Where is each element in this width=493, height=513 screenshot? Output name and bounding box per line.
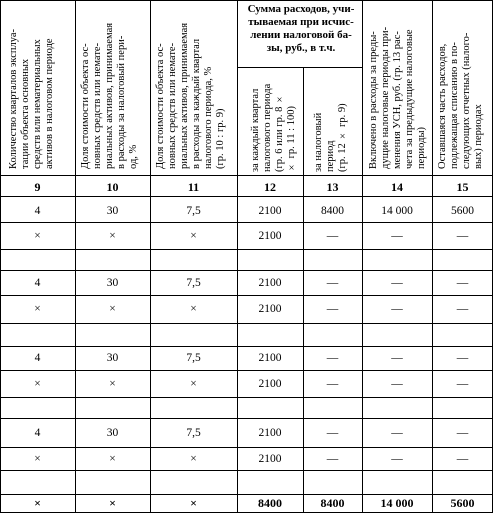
table-cell xyxy=(150,400,237,416)
table-cell: 30 xyxy=(106,205,119,217)
col-number-10: 10 xyxy=(106,180,119,194)
table-cell: — xyxy=(391,352,403,364)
header-col-13: за налоговый период (гр. 12 × гр. 9) xyxy=(313,103,348,172)
table-cell: 4 xyxy=(34,205,41,217)
table-cell: × xyxy=(34,496,41,510)
table-cell xyxy=(432,327,493,343)
table-cell: × xyxy=(109,303,116,315)
table-cell: — xyxy=(391,378,403,390)
table-cell: 2100 xyxy=(258,378,282,390)
table-cell: — xyxy=(326,230,339,242)
table-cell: 4 xyxy=(34,352,41,364)
table-cell: × xyxy=(34,378,41,390)
table-cell: — xyxy=(326,453,339,465)
row-divider xyxy=(0,270,493,271)
table-cell: — xyxy=(391,277,403,289)
table-cell: 14 000 xyxy=(381,205,413,217)
header-group-12-13: Сумма расходов, учи- тываемая при исчис- лении налоговой ба- зы, руб., в т.ч. xyxy=(247,3,355,54)
table-cell: 7,5 xyxy=(186,427,201,439)
table-cell: × xyxy=(34,303,41,315)
table-cell xyxy=(0,252,75,268)
table-cell: 2100 xyxy=(258,205,282,217)
table-cell: 2100 xyxy=(258,230,282,242)
table-cell xyxy=(237,327,303,343)
table-cell xyxy=(0,327,75,343)
row-divider xyxy=(0,470,493,471)
row-divider xyxy=(0,249,493,250)
row-divider xyxy=(0,346,493,347)
row-divider xyxy=(0,323,493,324)
table-cell: — xyxy=(391,230,403,242)
col-number-13: 13 xyxy=(326,180,339,194)
table-cell xyxy=(362,474,432,490)
table-cell: 8400 xyxy=(321,205,344,217)
table-cell: 2100 xyxy=(258,352,282,364)
table-cell xyxy=(237,474,303,490)
table-cell: 7,5 xyxy=(186,352,201,364)
table-cell xyxy=(75,400,150,416)
table-cell: 8400 xyxy=(320,496,345,510)
table-cell xyxy=(303,400,362,416)
table-cell xyxy=(303,474,362,490)
table-cell: × xyxy=(109,453,116,465)
table-cell: — xyxy=(391,453,403,465)
header-divider xyxy=(0,0,493,1)
table-cell: × xyxy=(190,496,197,510)
header-divider xyxy=(237,67,362,68)
table-cell: × xyxy=(190,230,197,242)
table-cell: — xyxy=(456,230,469,242)
table-cell xyxy=(150,252,237,268)
table-cell xyxy=(75,327,150,343)
table-cell: — xyxy=(456,453,469,465)
row-divider xyxy=(0,397,493,398)
table-cell: × xyxy=(190,453,197,465)
row-divider xyxy=(0,295,493,296)
table-cell: 4 xyxy=(34,277,41,289)
table-cell: 7,5 xyxy=(186,205,201,217)
table-cell: 30 xyxy=(106,352,119,364)
table-cell: 2100 xyxy=(258,277,282,289)
col-number-12: 12 xyxy=(264,180,276,194)
row-divider xyxy=(0,418,493,419)
table-cell: — xyxy=(456,427,469,439)
table-cell: 2100 xyxy=(258,427,282,439)
table-cell xyxy=(150,474,237,490)
table-cell: — xyxy=(456,303,469,315)
table-cell: × xyxy=(109,496,116,510)
table-cell: — xyxy=(326,378,339,390)
header-col-14: Включено в расходы за преды- дущие налоговые периоды при- менения УСН, руб. (гр. 13 рас- чета за предыдущие налоговые периоды) xyxy=(368,26,427,169)
table-cell xyxy=(237,252,303,268)
header-col-15: Оставшаяся часть расходов, подлежащая списанию в по- следующих отчетных (налого- вых) периодах xyxy=(437,32,484,169)
table-cell xyxy=(432,252,493,268)
table-cell: × xyxy=(190,378,197,390)
table-cell xyxy=(432,400,493,416)
table-cell: × xyxy=(34,230,41,242)
table-cell: × xyxy=(109,378,116,390)
table-cell: 5600 xyxy=(450,496,475,510)
table-cell: 30 xyxy=(106,427,119,439)
table-cell: — xyxy=(391,427,403,439)
table-cell: × xyxy=(34,453,41,465)
table-cell: — xyxy=(456,277,469,289)
table-cell: — xyxy=(456,352,469,364)
col-number-14: 14 xyxy=(391,180,403,194)
table-cell: — xyxy=(326,352,339,364)
table-cell: 4 xyxy=(34,427,41,439)
table-cell xyxy=(150,327,237,343)
table-cell xyxy=(75,252,150,268)
col-number-9: 9 xyxy=(34,180,41,194)
row-divider xyxy=(0,222,493,223)
table-cell: — xyxy=(326,303,339,315)
table-cell: 7,5 xyxy=(186,277,201,289)
table-cell: — xyxy=(456,378,469,390)
table-cell xyxy=(362,400,432,416)
table-cell: 14 000 xyxy=(380,496,414,510)
table-cell: × xyxy=(190,303,197,315)
table-cell xyxy=(362,327,432,343)
table-cell xyxy=(0,474,75,490)
table-cell: — xyxy=(326,277,339,289)
table-cell: 5600 xyxy=(451,205,474,217)
row-divider xyxy=(0,447,493,448)
table-cell xyxy=(303,327,362,343)
col-number-15: 15 xyxy=(456,180,469,194)
table-cell: 2100 xyxy=(258,453,282,465)
table-cell xyxy=(0,400,75,416)
header-col-9: Количество кварталов эксплуа- тации объекта основных средств или нематериальных активов в налоговом периоде xyxy=(8,28,55,169)
table-cell xyxy=(432,474,493,490)
table-cell: 8400 xyxy=(258,496,282,510)
table-cell: — xyxy=(326,427,339,439)
table-cell: 30 xyxy=(106,277,119,289)
table-cell: — xyxy=(391,303,403,315)
table-cell: × xyxy=(109,230,116,242)
table-cell xyxy=(237,400,303,416)
table-cell: 2100 xyxy=(258,303,282,315)
header-col-12: за каждый квартал налогового периода (гр. 6 или гр. 8 × × гр. 11 : 100) xyxy=(250,83,297,172)
row-divider xyxy=(0,370,493,371)
header-col-10: Доля стоимости объекта ос- новных средств или немате- риальных активов, принимаемая в расходы за налоговый пери- од, % xyxy=(80,22,139,169)
header-col-11: Доля стоимости объекта ос- новных средств или немате- риальных активов, принимаемая в расходы за каждый квартал налогового периода, % (гр. 10 : гр. 9) xyxy=(155,22,226,169)
table-cell xyxy=(75,474,150,490)
header-divider xyxy=(0,196,493,197)
header-divider xyxy=(0,175,493,176)
table-cell xyxy=(362,252,432,268)
col-number-11: 11 xyxy=(187,180,200,194)
table-cell xyxy=(303,252,362,268)
